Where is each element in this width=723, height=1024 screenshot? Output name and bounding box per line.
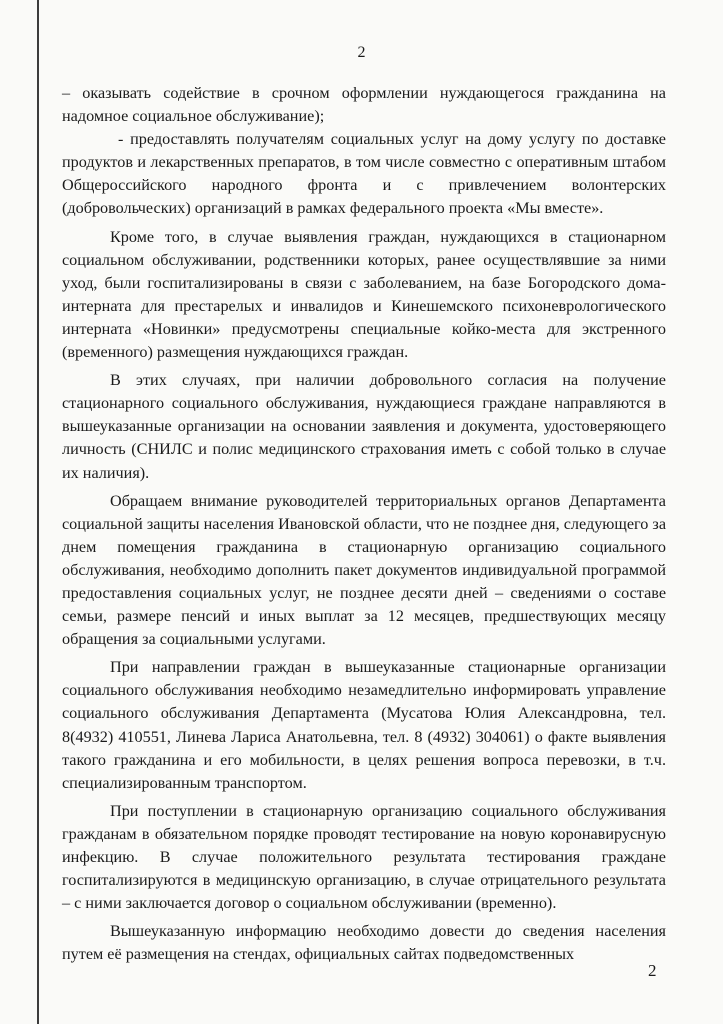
- paragraph-4: В этих случаях, при наличии добровольного согласия на получение стационарного социального обслуживания, нуждающиеся граждане направляются в вышеуказанные организации на основании заявления и документа, удостоверяющего личность (СНИЛС и полис медицинского страхования иметь с собой только в случае их наличия).: [62, 371, 666, 482]
- paragraph-5: Обращаем внимание руководителей территориальных органов Департамента социальной защиты населения Ивановской области, что не позднее дня, следующего за днем помещения гражданина в стационарную организацию социального обслуживания, необходимо дополнить пакет документов индивидуальной программой предоставления социальных услуг, не позднее десяти дней – сведениями о составе семьи, размере пенсий и иных выплат за 12 месяцев, предшествующих месяцу обращения за социальными услугами.: [62, 491, 666, 649]
- document-body: [62, 82, 666, 966]
- paragraph-6: При направлении граждан в вышеуказанные стационарные организации социального обслуживания необходимо незамедлительно информировать управление социального обслуживания Департамента (Мусатова Юлия Александровна, тел. 8(4932) 410551, Линева Лариса Анатольевна, тел. 8 (4932) 304061) о факте выявления такого гражданина и его мобильности, в целях решения вопроса перевозки, в т.ч. специализированным транспортом.: [62, 658, 666, 792]
- paragraph-1: – оказывать содействие в срочном оформлении нуждающегося гражданина на надомное социальное обслуживание);: [62, 84, 666, 126]
- paragraph-2: - предоставлять получателям социальных услуг на дому услугу по доставке продуктов и лекарственных препаратов, в том числе совместно с оперативным штабом Общероссийского народного фронта и с привлечением волонтерских (добровольческих) организаций в рамках федерального проекта «Мы вместе».: [62, 130, 666, 218]
- paragraph-3: Кроме того, в случае выявления граждан, нуждающихся в стационарном социальном обслуживании, родственники которых, ранее осуществлявшие за ними уход, были госпитализированы в связи с заболеванием, на базе Богородского дома-интерната для престарелых и инвалидов и Кинешемского психоневрологического интерната «Новинки» предусмотрены специальные койко-места для экстренного (временного) размещения нуждающихся граждан.: [62, 227, 666, 362]
- page-edge-line: [37, 0, 39, 1024]
- paragraph-8: Вышеуказанную информацию необходимо довести до сведения населения путем её размещения на стендах, официальных сайтах подведомственных: [62, 922, 666, 964]
- paragraph-7: При поступлении в стационарную организацию социального обслуживания гражданам в обязательном порядке проводят тестирование на новую коронавирусную инфекцию. В случае положительного результата тестирования граждане госпитализируются в медицинскую организацию, в случае отрицательного результата – с ними заключается договор о социальном обслуживании (временно).: [62, 801, 666, 913]
- page-number-top: 2: [357, 44, 366, 61]
- page-number-bottom: 2: [648, 961, 657, 980]
